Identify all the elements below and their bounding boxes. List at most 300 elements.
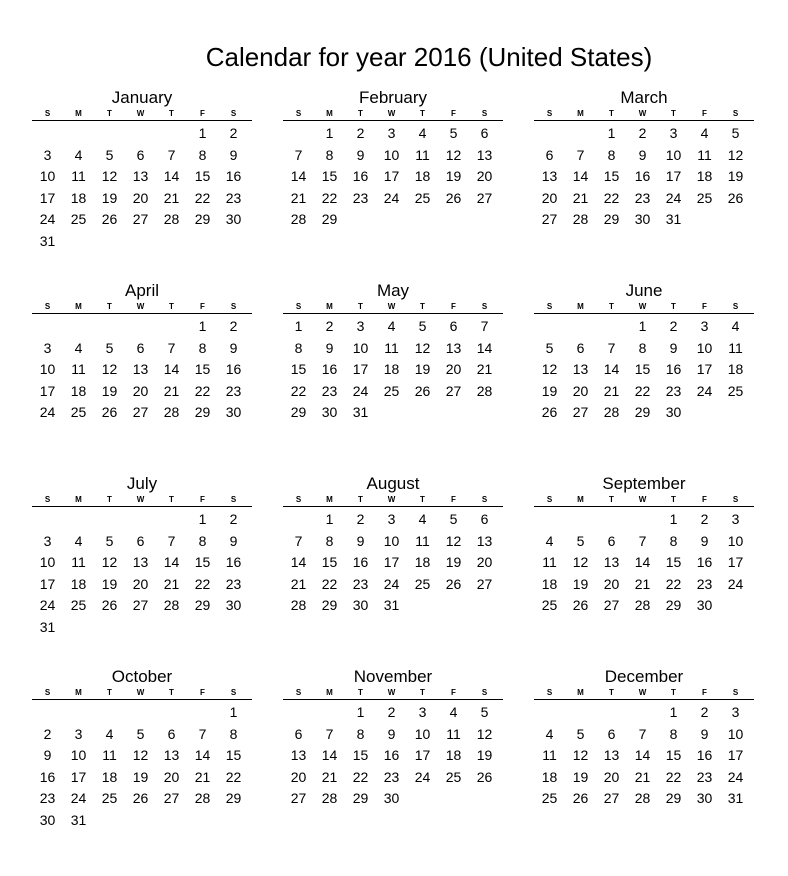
month-name: February bbox=[358, 88, 428, 107]
weekday-label: S bbox=[295, 495, 302, 504]
weekday-label: M bbox=[326, 495, 333, 504]
weekday-label: M bbox=[326, 302, 333, 311]
day-cell: 7 bbox=[167, 146, 176, 163]
day-cell: 17 bbox=[39, 575, 56, 592]
weekday-header bbox=[32, 108, 252, 121]
day-cell: 15 bbox=[603, 168, 620, 184]
day-cell: 8 bbox=[325, 532, 334, 549]
weekday-label: F bbox=[451, 495, 456, 504]
day-cell: 22 bbox=[194, 189, 211, 206]
weekday-label: W bbox=[136, 495, 145, 504]
day-cell: 26 bbox=[445, 575, 462, 592]
day-cell: 3 bbox=[669, 125, 678, 141]
day-cell: 17 bbox=[696, 361, 713, 377]
day-cell: 5 bbox=[105, 339, 114, 356]
day-cell: 7 bbox=[294, 532, 303, 549]
day-cell: 13 bbox=[476, 532, 493, 549]
day-grid bbox=[32, 507, 252, 638]
day-grid bbox=[283, 121, 503, 231]
weekday-label: T bbox=[420, 302, 425, 311]
day-cell: 2 bbox=[700, 511, 709, 527]
day-grid bbox=[534, 507, 754, 617]
day-grid bbox=[534, 121, 754, 231]
day-cell: 29 bbox=[194, 211, 211, 227]
weekday-label: S bbox=[732, 302, 739, 311]
day-cell: 30 bbox=[352, 597, 369, 613]
weekday-label: W bbox=[136, 302, 145, 311]
month-name: December bbox=[604, 667, 684, 686]
day-cell: 19 bbox=[445, 554, 462, 570]
weekday-label: F bbox=[702, 302, 707, 311]
weekday-label: S bbox=[732, 688, 739, 697]
day-cell: 9 bbox=[700, 725, 709, 742]
day-cell: 1 bbox=[325, 511, 334, 527]
day-cell: 31 bbox=[39, 618, 56, 635]
day-cell: 8 bbox=[198, 146, 207, 163]
weekday-label: S bbox=[481, 688, 488, 697]
weekday-label: S bbox=[44, 688, 51, 697]
weekday-label: F bbox=[200, 302, 205, 311]
day-cell: 9 bbox=[325, 339, 334, 356]
weekday-label: T bbox=[609, 109, 614, 118]
day-cell: 24 bbox=[383, 575, 400, 592]
day-cell: 17 bbox=[39, 382, 56, 399]
day-cell: 17 bbox=[352, 361, 369, 377]
weekday-label: S bbox=[44, 109, 51, 118]
weekday-label: T bbox=[671, 302, 676, 311]
day-cell: 10 bbox=[727, 725, 744, 742]
day-cell: 7 bbox=[607, 339, 616, 356]
weekday-label: T bbox=[671, 688, 676, 697]
weekday-label: M bbox=[326, 688, 333, 697]
day-cell: 13 bbox=[603, 747, 620, 763]
weekday-header bbox=[283, 687, 503, 700]
day-cell: 24 bbox=[70, 790, 87, 806]
day-cell: 30 bbox=[634, 211, 651, 227]
day-cell: 1 bbox=[325, 125, 334, 141]
day-cell: 11 bbox=[728, 339, 743, 356]
day-cell: 8 bbox=[669, 532, 678, 549]
day-cell: 21 bbox=[163, 575, 180, 592]
day-cell: 23 bbox=[321, 382, 338, 399]
day-cell: 10 bbox=[39, 168, 56, 184]
weekday-label: W bbox=[387, 109, 396, 118]
day-cell: 6 bbox=[545, 146, 554, 163]
day-cell: 30 bbox=[665, 404, 682, 420]
weekday-label: S bbox=[481, 495, 488, 504]
day-cell: 25 bbox=[541, 597, 558, 613]
day-cell: 11 bbox=[415, 146, 430, 163]
day-cell: 1 bbox=[607, 125, 616, 141]
day-cell: 14 bbox=[163, 554, 180, 570]
weekday-label: T bbox=[420, 109, 425, 118]
day-cell: 6 bbox=[576, 339, 585, 356]
day-cell: 4 bbox=[387, 318, 396, 334]
day-cell: 19 bbox=[101, 382, 118, 399]
day-cell: 29 bbox=[290, 404, 307, 420]
day-cell: 30 bbox=[225, 211, 242, 227]
day-cell: 5 bbox=[418, 318, 427, 334]
day-grid bbox=[283, 507, 503, 617]
day-cell: 9 bbox=[700, 532, 709, 549]
day-cell: 12 bbox=[445, 146, 462, 163]
day-cell: 10 bbox=[414, 725, 431, 742]
day-cell: 13 bbox=[476, 146, 493, 163]
day-cell: 6 bbox=[480, 125, 489, 141]
day-cell: 9 bbox=[229, 146, 238, 163]
month-march bbox=[534, 88, 754, 231]
day-grid bbox=[534, 700, 754, 810]
day-cell: 24 bbox=[727, 575, 744, 592]
weekday-label: M bbox=[577, 302, 584, 311]
day-cell: 20 bbox=[572, 382, 589, 399]
day-cell: 29 bbox=[352, 790, 369, 806]
day-cell: 27 bbox=[132, 404, 149, 420]
day-cell: 15 bbox=[665, 747, 682, 763]
day-grid bbox=[283, 700, 503, 810]
day-cell: 4 bbox=[105, 725, 114, 742]
day-cell: 13 bbox=[445, 339, 462, 356]
day-cell: 23 bbox=[225, 189, 242, 206]
day-cell: 2 bbox=[669, 318, 678, 334]
day-grid bbox=[534, 314, 754, 424]
day-cell: 11 bbox=[71, 168, 86, 184]
day-cell: 9 bbox=[356, 532, 365, 549]
day-cell: 18 bbox=[541, 768, 558, 785]
day-cell: 2 bbox=[700, 704, 709, 720]
weekday-label: F bbox=[702, 495, 707, 504]
day-cell: 18 bbox=[70, 382, 87, 399]
day-cell: 31 bbox=[352, 404, 369, 420]
weekday-header bbox=[283, 301, 503, 314]
day-cell: 28 bbox=[163, 597, 180, 613]
day-cell: 8 bbox=[356, 725, 365, 742]
day-cell: 14 bbox=[194, 747, 211, 763]
weekday-header bbox=[534, 108, 754, 121]
day-cell: 15 bbox=[194, 554, 211, 570]
weekday-label: S bbox=[44, 495, 51, 504]
day-cell: 8 bbox=[638, 339, 647, 356]
day-cell: 30 bbox=[696, 790, 713, 806]
day-cell: 6 bbox=[167, 725, 176, 742]
day-cell: 13 bbox=[290, 747, 307, 763]
day-cell: 24 bbox=[414, 768, 431, 785]
day-cell: 5 bbox=[576, 532, 585, 549]
weekday-label: T bbox=[169, 688, 174, 697]
day-cell: 3 bbox=[418, 704, 427, 720]
weekday-header bbox=[534, 687, 754, 700]
day-cell: 7 bbox=[167, 532, 176, 549]
day-cell: 5 bbox=[105, 146, 114, 163]
day-cell: 21 bbox=[476, 361, 493, 377]
day-cell: 28 bbox=[163, 404, 180, 420]
weekday-label: T bbox=[107, 302, 112, 311]
weekday-label: M bbox=[326, 109, 333, 118]
day-cell: 14 bbox=[603, 361, 620, 377]
weekday-label: M bbox=[577, 109, 584, 118]
day-cell: 6 bbox=[294, 725, 303, 742]
day-cell: 27 bbox=[132, 211, 149, 227]
day-cell: 31 bbox=[727, 790, 744, 806]
day-cell: 27 bbox=[163, 790, 180, 806]
day-cell: 15 bbox=[352, 747, 369, 763]
day-cell: 12 bbox=[572, 554, 589, 570]
month-july bbox=[32, 474, 252, 638]
day-cell: 26 bbox=[101, 404, 118, 420]
month-name: August bbox=[366, 474, 420, 493]
day-cell: 14 bbox=[290, 554, 307, 570]
weekday-label: S bbox=[546, 688, 553, 697]
day-cell: 12 bbox=[476, 725, 493, 742]
day-cell: 23 bbox=[39, 790, 56, 806]
day-cell: 27 bbox=[603, 790, 620, 806]
day-cell: 3 bbox=[43, 339, 52, 356]
weekday-label: S bbox=[481, 302, 488, 311]
day-cell: 14 bbox=[290, 168, 307, 184]
day-cell: 1 bbox=[294, 318, 303, 334]
day-cell: 2 bbox=[43, 725, 52, 742]
day-cell: 7 bbox=[167, 339, 176, 356]
day-cell: 2 bbox=[325, 318, 334, 334]
day-cell: 20 bbox=[163, 768, 180, 785]
day-cell: 1 bbox=[669, 511, 678, 527]
day-grid bbox=[32, 700, 252, 831]
day-cell: 30 bbox=[39, 811, 56, 828]
weekday-header bbox=[534, 301, 754, 314]
weekday-label: T bbox=[609, 495, 614, 504]
weekday-label: M bbox=[577, 495, 584, 504]
day-cell: 17 bbox=[70, 768, 87, 785]
day-cell: 23 bbox=[634, 189, 651, 206]
day-cell: 21 bbox=[194, 768, 211, 785]
weekday-label: W bbox=[638, 495, 647, 504]
day-cell: 8 bbox=[198, 532, 207, 549]
day-cell: 13 bbox=[603, 554, 620, 570]
day-cell: 20 bbox=[132, 189, 149, 206]
weekday-label: M bbox=[75, 302, 82, 311]
page-title: Calendar for year 2016 (United States) bbox=[205, 42, 653, 72]
day-cell: 16 bbox=[225, 168, 242, 184]
day-cell: 28 bbox=[194, 790, 211, 806]
day-cell: 2 bbox=[356, 511, 365, 527]
weekday-label: W bbox=[638, 688, 647, 697]
month-december bbox=[534, 667, 754, 810]
weekday-label: F bbox=[702, 688, 707, 697]
day-cell: 16 bbox=[383, 747, 400, 763]
weekday-label: S bbox=[295, 302, 302, 311]
day-cell: 26 bbox=[414, 382, 431, 399]
day-cell: 30 bbox=[225, 404, 242, 420]
day-cell: 10 bbox=[383, 532, 400, 549]
day-cell: 17 bbox=[383, 554, 400, 570]
weekday-label: F bbox=[451, 688, 456, 697]
day-cell: 21 bbox=[290, 189, 307, 206]
day-cell: 6 bbox=[607, 532, 616, 549]
day-cell: 22 bbox=[321, 575, 338, 592]
day-cell: 1 bbox=[198, 511, 207, 527]
day-cell: 4 bbox=[418, 511, 427, 527]
weekday-label: W bbox=[387, 302, 396, 311]
day-cell: 14 bbox=[321, 747, 338, 763]
day-cell: 26 bbox=[572, 790, 589, 806]
day-cell: 30 bbox=[696, 597, 713, 613]
day-cell: 20 bbox=[132, 575, 149, 592]
day-cell: 27 bbox=[445, 382, 462, 399]
day-cell: 19 bbox=[445, 168, 462, 184]
day-cell: 18 bbox=[414, 554, 431, 570]
day-cell: 12 bbox=[101, 168, 118, 184]
day-cell: 9 bbox=[229, 339, 238, 356]
day-cell: 22 bbox=[634, 382, 651, 399]
day-cell: 21 bbox=[634, 768, 651, 785]
month-january bbox=[32, 88, 252, 252]
day-cell: 16 bbox=[352, 168, 369, 184]
weekday-label: S bbox=[230, 495, 237, 504]
day-cell: 4 bbox=[74, 339, 83, 356]
day-cell: 19 bbox=[101, 575, 118, 592]
month-may bbox=[283, 281, 503, 424]
weekday-label: F bbox=[200, 495, 205, 504]
day-cell: 19 bbox=[572, 575, 589, 592]
day-cell: 15 bbox=[634, 361, 651, 377]
day-cell: 7 bbox=[480, 318, 489, 334]
day-cell: 26 bbox=[132, 790, 149, 806]
day-cell: 21 bbox=[603, 382, 620, 399]
day-cell: 19 bbox=[572, 768, 589, 785]
day-cell: 2 bbox=[387, 704, 396, 720]
day-cell: 29 bbox=[634, 404, 651, 420]
day-cell: 18 bbox=[414, 168, 431, 184]
day-cell: 20 bbox=[445, 361, 462, 377]
day-cell: 31 bbox=[39, 232, 56, 249]
day-cell: 29 bbox=[194, 597, 211, 613]
day-cell: 13 bbox=[132, 361, 149, 377]
day-cell: 7 bbox=[638, 532, 647, 549]
day-cell: 19 bbox=[727, 168, 744, 184]
day-cell: 14 bbox=[634, 747, 651, 763]
weekday-label: W bbox=[136, 109, 145, 118]
weekday-label: F bbox=[702, 109, 707, 118]
day-cell: 29 bbox=[665, 597, 682, 613]
weekday-label: W bbox=[638, 109, 647, 118]
day-cell: 12 bbox=[132, 747, 149, 763]
day-cell: 28 bbox=[290, 211, 307, 227]
month-september bbox=[534, 474, 754, 617]
day-cell: 16 bbox=[225, 361, 242, 377]
day-cell: 25 bbox=[414, 189, 431, 206]
day-cell: 5 bbox=[731, 125, 740, 141]
month-name: January bbox=[111, 88, 173, 107]
day-cell: 10 bbox=[696, 339, 713, 356]
day-grid bbox=[32, 314, 252, 424]
day-cell: 28 bbox=[634, 790, 651, 806]
day-cell: 4 bbox=[545, 725, 554, 742]
weekday-header bbox=[32, 494, 252, 507]
day-cell: 16 bbox=[39, 768, 56, 785]
weekday-header bbox=[32, 301, 252, 314]
day-cell: 6 bbox=[136, 339, 145, 356]
day-cell: 7 bbox=[325, 725, 334, 742]
day-cell: 13 bbox=[572, 361, 589, 377]
day-cell: 27 bbox=[132, 597, 149, 613]
day-cell: 18 bbox=[696, 168, 713, 184]
day-cell: 22 bbox=[352, 768, 369, 785]
month-august bbox=[283, 474, 503, 617]
weekday-label: T bbox=[358, 109, 363, 118]
day-cell: 16 bbox=[321, 361, 338, 377]
day-cell: 8 bbox=[229, 725, 238, 742]
day-cell: 19 bbox=[476, 747, 493, 763]
day-cell: 30 bbox=[321, 404, 338, 420]
weekday-label: S bbox=[546, 495, 553, 504]
day-cell: 14 bbox=[634, 554, 651, 570]
month-name: November bbox=[353, 667, 433, 686]
day-cell: 26 bbox=[476, 768, 493, 785]
day-cell: 11 bbox=[71, 361, 86, 377]
day-cell: 3 bbox=[356, 318, 365, 334]
day-cell: 24 bbox=[383, 189, 400, 206]
day-cell: 22 bbox=[290, 382, 307, 399]
day-cell: 4 bbox=[418, 125, 427, 141]
weekday-label: S bbox=[295, 688, 302, 697]
day-cell: 26 bbox=[541, 404, 558, 420]
weekday-label: F bbox=[451, 109, 456, 118]
day-cell: 14 bbox=[572, 168, 589, 184]
day-cell: 11 bbox=[542, 747, 557, 763]
day-cell: 14 bbox=[163, 168, 180, 184]
day-cell: 6 bbox=[136, 146, 145, 163]
day-cell: 9 bbox=[229, 532, 238, 549]
day-cell: 25 bbox=[414, 575, 431, 592]
day-cell: 4 bbox=[700, 125, 709, 141]
day-cell: 2 bbox=[229, 318, 238, 334]
day-cell: 25 bbox=[70, 211, 87, 227]
day-cell: 17 bbox=[39, 189, 56, 206]
day-cell: 15 bbox=[194, 168, 211, 184]
weekday-header bbox=[32, 687, 252, 700]
weekday-label: S bbox=[546, 302, 553, 311]
month-name: September bbox=[602, 474, 686, 493]
day-cell: 7 bbox=[638, 725, 647, 742]
day-cell: 18 bbox=[445, 747, 462, 763]
weekday-label: T bbox=[609, 302, 614, 311]
day-cell: 13 bbox=[132, 554, 149, 570]
day-cell: 2 bbox=[229, 511, 238, 527]
day-cell: 24 bbox=[696, 382, 713, 399]
day-cell: 10 bbox=[70, 747, 87, 763]
day-cell: 21 bbox=[163, 382, 180, 399]
weekday-label: T bbox=[420, 688, 425, 697]
day-cell: 26 bbox=[572, 597, 589, 613]
day-cell: 10 bbox=[39, 554, 56, 570]
day-cell: 24 bbox=[39, 404, 56, 420]
day-cell: 28 bbox=[634, 597, 651, 613]
day-cell: 2 bbox=[229, 125, 238, 141]
weekday-label: S bbox=[546, 109, 553, 118]
weekday-label: S bbox=[44, 302, 51, 311]
day-cell: 5 bbox=[136, 725, 145, 742]
weekday-label: S bbox=[230, 688, 237, 697]
weekday-label: T bbox=[671, 109, 676, 118]
day-cell: 25 bbox=[70, 597, 87, 613]
day-cell: 19 bbox=[541, 382, 558, 399]
day-cell: 8 bbox=[325, 146, 334, 163]
weekday-label: T bbox=[420, 495, 425, 504]
day-cell: 14 bbox=[476, 339, 493, 356]
day-cell: 16 bbox=[696, 747, 713, 763]
day-cell: 5 bbox=[480, 704, 489, 720]
day-cell: 25 bbox=[696, 189, 713, 206]
